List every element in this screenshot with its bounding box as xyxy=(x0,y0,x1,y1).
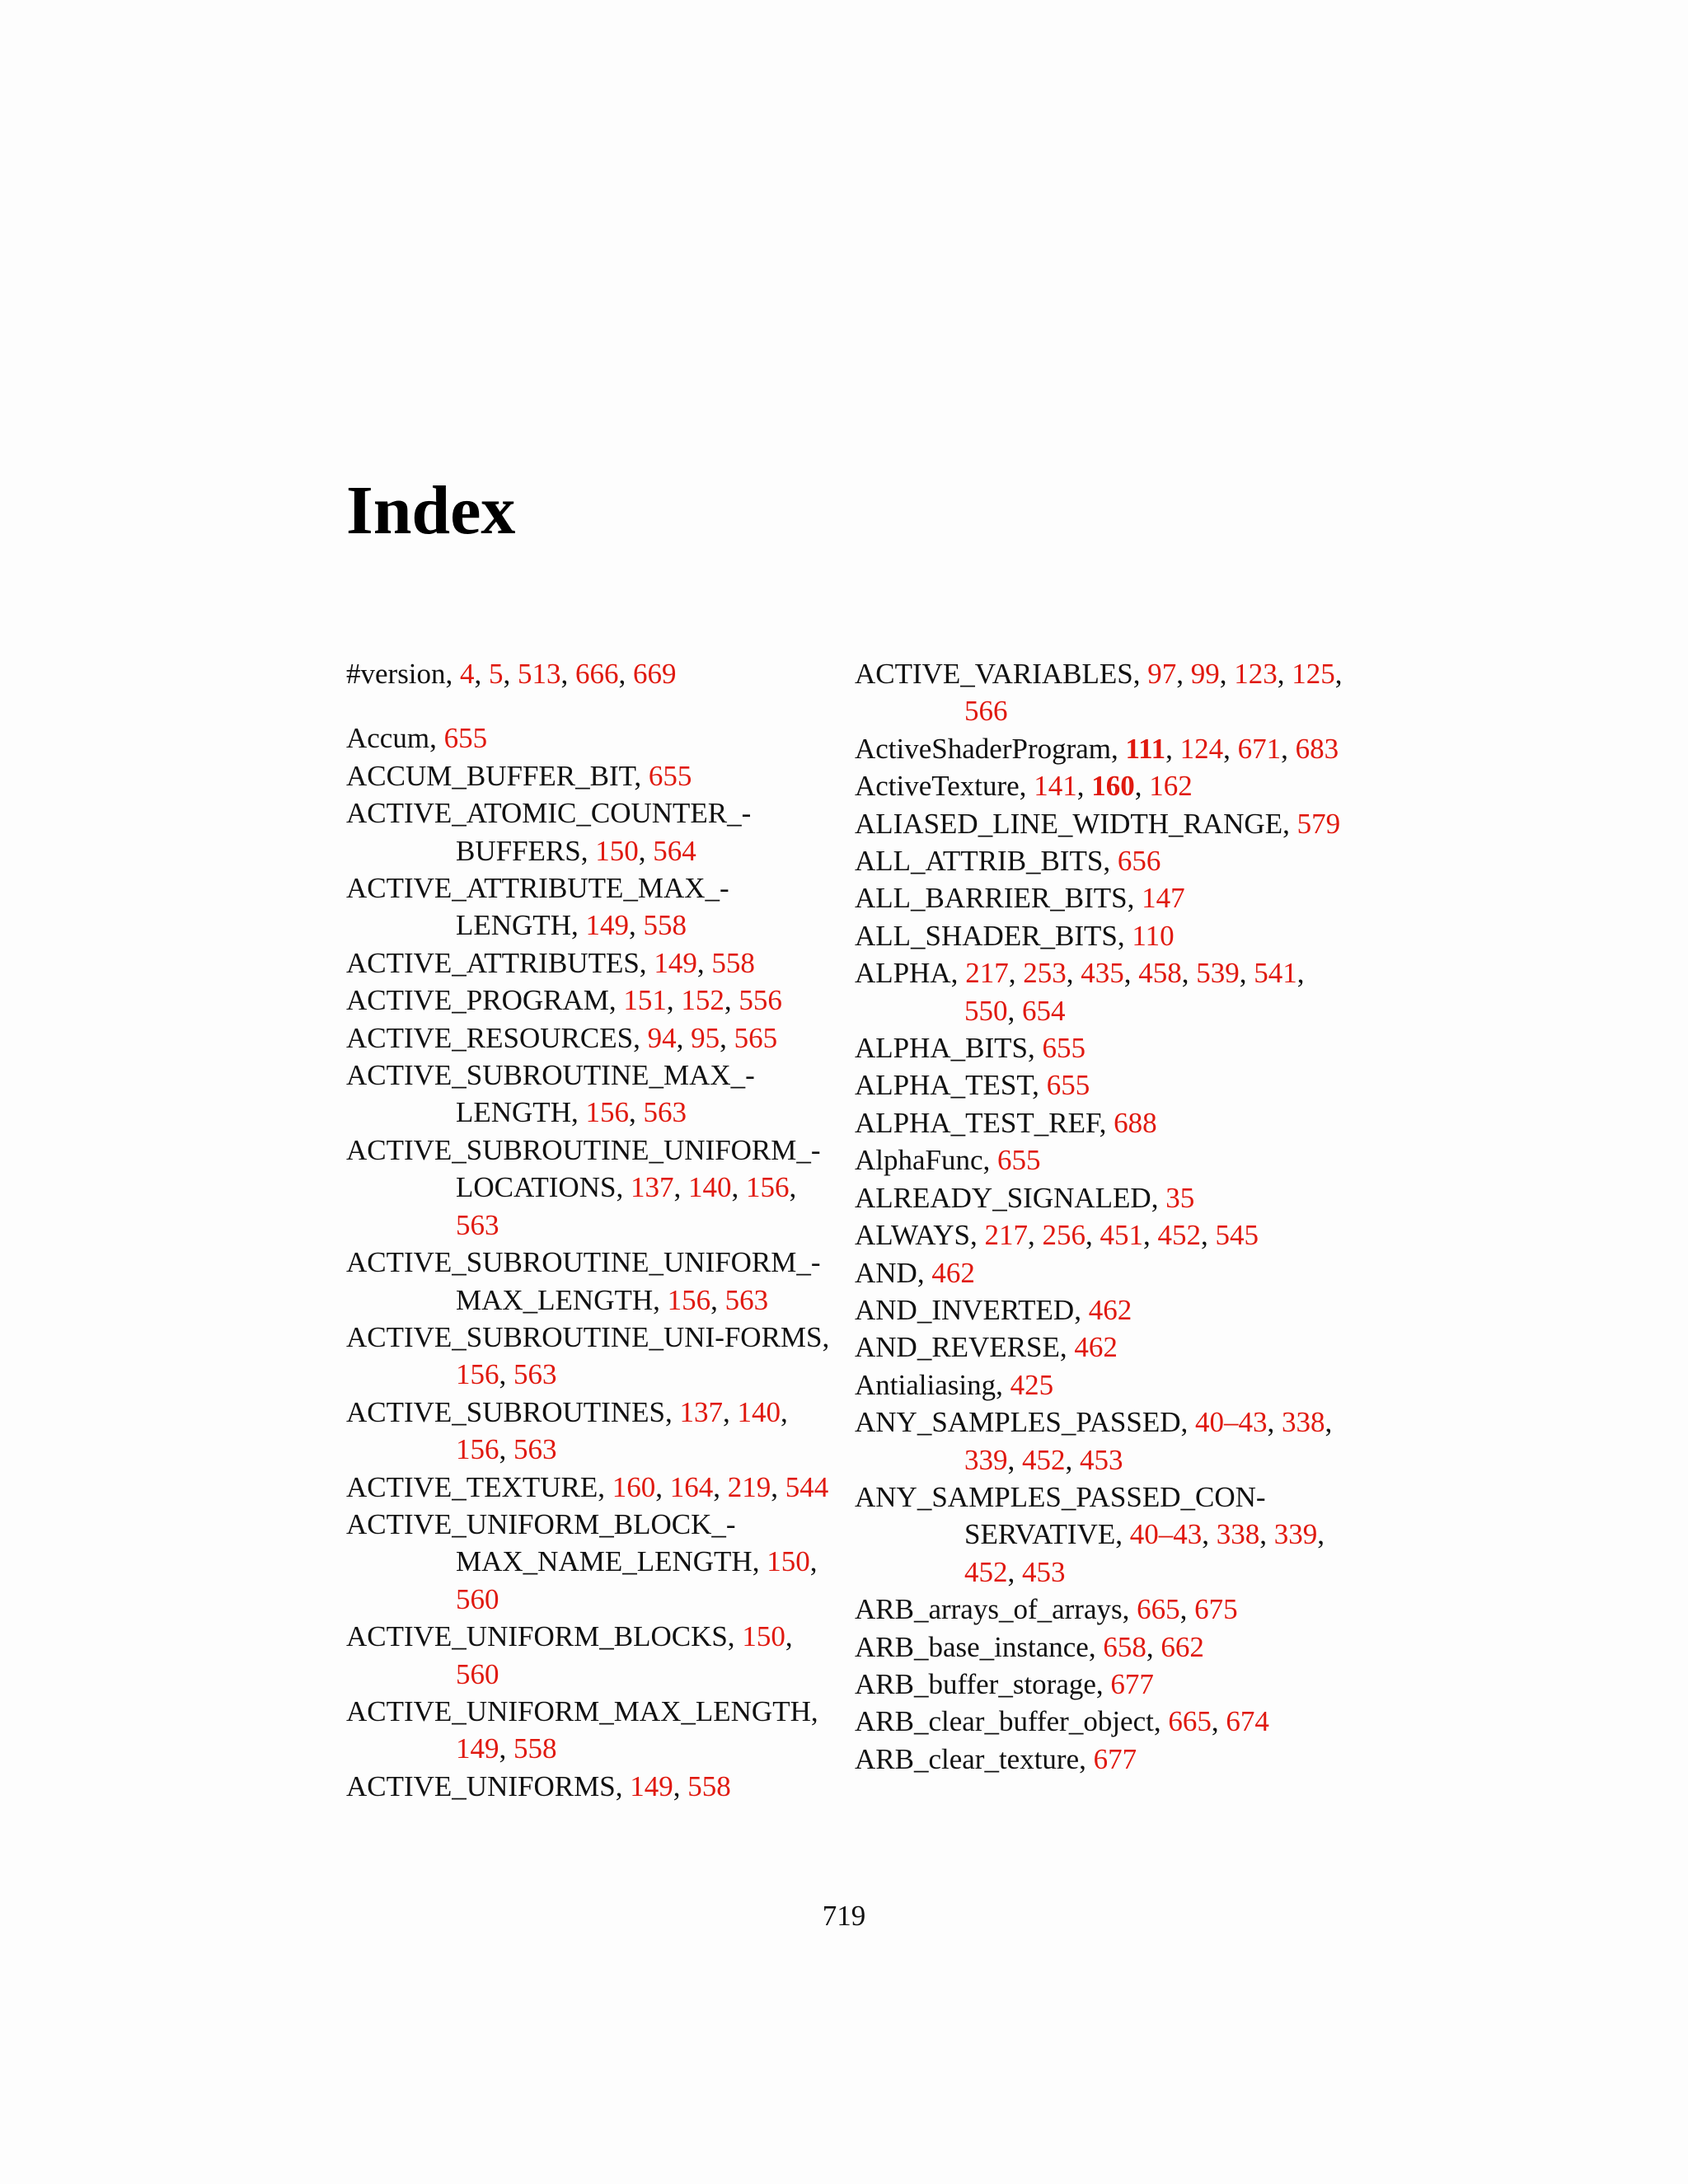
index-entry: ACTIVE_TEXTURE, 160, 164, 219, 544 xyxy=(346,1470,829,1503)
index-entry: ACTIVE_SUBROUTINE_UNIFORM_-LOCATIONS, 137, 140, 156, 563 xyxy=(346,1133,821,1241)
index-term: ARB_buffer_storage, xyxy=(855,1667,1104,1700)
page-link[interactable]: 462 xyxy=(1088,1293,1132,1326)
index-term: ACTIVE_UNIFORM_MAX_LENGTH, xyxy=(346,1694,818,1727)
page-number: 719 xyxy=(822,1900,866,1932)
page-link[interactable]: 217 xyxy=(965,957,1009,990)
page-link[interactable]: 654 xyxy=(1022,994,1066,1027)
index-term: ACTIVE_SUBROUTINE_UNI-FORMS, xyxy=(346,1320,830,1353)
page-link[interactable]: 111 xyxy=(1125,732,1166,765)
index-entry: ActiveTexture, 141, 160, 162 xyxy=(855,770,1193,803)
page-link[interactable]: 5 xyxy=(489,658,504,690)
page-link[interactable]: 97 xyxy=(1147,658,1177,690)
page-link[interactable]: 550 xyxy=(964,994,1008,1027)
page-link[interactable]: 563 xyxy=(724,1283,769,1316)
index-entry xyxy=(855,917,1349,954)
index-column-left xyxy=(346,655,841,1805)
page-link[interactable]: 425 xyxy=(1010,1368,1054,1401)
page-link[interactable]: 156 xyxy=(456,1433,499,1466)
page-link[interactable]: 149 xyxy=(654,946,697,979)
index-term: ALPHA_BITS, xyxy=(855,1032,1035,1065)
page-link[interactable]: 94 xyxy=(647,1021,677,1054)
index-term: AlphaFunc, xyxy=(855,1144,991,1177)
page-link[interactable]: 560 xyxy=(456,1657,499,1690)
index-entry xyxy=(855,1366,1349,1404)
index-entry: #version, 4, 5, 513, 666, 669 xyxy=(346,658,677,690)
page-link[interactable]: 253 xyxy=(1023,957,1067,990)
page-link[interactable]: 563 xyxy=(513,1433,557,1466)
index-entry xyxy=(346,719,841,757)
index-term: ALPHA_TEST, xyxy=(855,1069,1039,1102)
index-term: ALL_ATTRIB_BITS, xyxy=(855,845,1111,878)
index-column-right xyxy=(855,655,1349,1778)
page-link[interactable]: 665 xyxy=(1168,1705,1212,1738)
index-entry xyxy=(855,1291,1349,1329)
page-link[interactable]: 150 xyxy=(742,1620,785,1653)
page-link[interactable]: 563 xyxy=(643,1096,687,1129)
index-entry: ARB_arrays_of_arrays, 665, 675 xyxy=(855,1593,1238,1626)
page-link[interactable]: 451 xyxy=(1100,1219,1144,1252)
page-link[interactable]: 677 xyxy=(1093,1742,1137,1775)
page-link[interactable]: 688 xyxy=(1114,1106,1157,1139)
page-link[interactable]: 565 xyxy=(734,1021,778,1054)
page-link[interactable]: 137 xyxy=(630,1171,674,1204)
index-entry xyxy=(346,757,841,794)
page-link[interactable]: 564 xyxy=(653,834,696,867)
page-link[interactable]: 435 xyxy=(1081,957,1124,990)
index-entry xyxy=(855,1666,1349,1703)
page-link[interactable]: 666 xyxy=(575,658,619,690)
index-entry: ACTIVE_ATTRIBUTE_MAX_-LENGTH, 149, 558 xyxy=(346,872,729,942)
page-link[interactable]: 125 xyxy=(1292,658,1335,690)
index-entry: ARB_clear_buffer_object, 665, 674 xyxy=(855,1705,1269,1738)
index-entry: ACTIVE_VARIABLES, 97, 99, 123, 125, 566 xyxy=(855,658,1343,728)
page-link[interactable]: 674 xyxy=(1226,1705,1269,1738)
page-link[interactable]: 683 xyxy=(1295,732,1339,765)
index-term: ARB_clear_buffer_object, xyxy=(855,1705,1161,1738)
page-link[interactable]: 339 xyxy=(964,1443,1008,1476)
index-entry: ACTIVE_RESOURCES, 94, 95, 565 xyxy=(346,1021,778,1054)
index-entry: ACTIVE_SUBROUTINES, 137, 140, 156, 563 xyxy=(346,1395,788,1466)
page-link[interactable]: 152 xyxy=(681,984,724,1017)
index-term: ANY_SAMPLES_PASSED_CON-SERVATIVE, xyxy=(855,1480,1266,1551)
index-entry: ACTIVE_UNIFORM_BLOCK_-MAX_NAME_LENGTH, 150, 560 xyxy=(346,1507,818,1615)
page-link[interactable]: 556 xyxy=(738,984,782,1017)
page-link[interactable]: 558 xyxy=(687,1769,731,1802)
page-link[interactable]: 566 xyxy=(964,695,1008,728)
index-term: ActiveShaderProgram, xyxy=(855,732,1118,765)
page-link[interactable]: 141 xyxy=(1034,770,1077,803)
page-link[interactable]: 560 xyxy=(456,1582,499,1615)
index-entry xyxy=(855,805,1349,842)
page-link[interactable]: 149 xyxy=(585,909,629,942)
page-link[interactable]: 662 xyxy=(1160,1630,1204,1663)
page-link[interactable]: 458 xyxy=(1138,957,1182,990)
page-link[interactable]: 656 xyxy=(1117,845,1161,878)
page-link[interactable]: 160 xyxy=(612,1470,656,1503)
page-link[interactable]: 40–43 xyxy=(1129,1518,1203,1551)
page-link[interactable]: 124 xyxy=(1179,732,1224,765)
index-term: Antialiasing, xyxy=(855,1368,1003,1401)
page-link[interactable]: 539 xyxy=(1196,957,1240,990)
page-link[interactable]: 150 xyxy=(767,1545,810,1578)
index-entry xyxy=(855,1066,1349,1104)
index-entry: ANY_SAMPLES_PASSED_CON-SERVATIVE, 40–43, 338, 339, 452, 453 xyxy=(855,1480,1325,1588)
index-entry: ALPHA, 217, 253, 435, 458, 539, 541, 550, 654 xyxy=(855,957,1305,1027)
index-entry: ACTIVE_ATOMIC_COUNTER_-BUFFERS, 150, 564 xyxy=(346,797,752,867)
page-link[interactable]: 453 xyxy=(1022,1555,1066,1588)
page-link[interactable]: 452 xyxy=(1022,1443,1066,1476)
page-link[interactable]: 513 xyxy=(518,658,561,690)
index-term: AND_INVERTED, xyxy=(855,1293,1081,1326)
page-link[interactable]: 658 xyxy=(1103,1630,1146,1663)
page-link[interactable]: 156 xyxy=(745,1171,790,1204)
page-link[interactable]: 256 xyxy=(1042,1219,1086,1252)
index-entry: ANY_SAMPLES_PASSED, 40–43, 338, 339, 452, 453 xyxy=(855,1406,1333,1476)
index-entry: ACTIVE_SUBROUTINE_UNIFORM_-MAX_LENGTH, 156, 563 xyxy=(346,1246,821,1316)
page-link[interactable]: 669 xyxy=(633,658,677,690)
index-term: ACTIVE_UNIFORMS, xyxy=(346,1769,623,1802)
page-link[interactable]: 217 xyxy=(984,1219,1029,1252)
page-link[interactable]: 655 xyxy=(648,759,692,792)
index-term: ACTIVE_ATTRIBUTE_MAX_-LENGTH, xyxy=(346,872,729,942)
page-link[interactable]: 156 xyxy=(585,1096,629,1129)
page-link[interactable]: 160 xyxy=(1091,770,1135,803)
index-term: ACTIVE_PROGRAM, xyxy=(346,984,617,1017)
page-link[interactable]: 452 xyxy=(1157,1219,1202,1252)
page-link[interactable]: 545 xyxy=(1215,1219,1259,1252)
page-link[interactable]: 579 xyxy=(1296,807,1341,840)
index-entry: ACTIVE_UNIFORM_MAX_LENGTH, 149, 558 xyxy=(346,1694,818,1765)
page-link[interactable]: 655 xyxy=(443,722,488,755)
page-title: Index xyxy=(346,472,516,549)
page-link[interactable]: 164 xyxy=(669,1470,714,1503)
index-term: AND_REVERSE, xyxy=(855,1331,1067,1364)
page-link[interactable]: 149 xyxy=(630,1769,673,1802)
index-entry xyxy=(855,842,1349,879)
page-link[interactable]: 162 xyxy=(1149,770,1193,803)
index-term: ActiveTexture, xyxy=(855,770,1027,803)
page-link[interactable]: 338 xyxy=(1216,1518,1260,1551)
index-entry: ACTIVE_SUBROUTINE_MAX_-LENGTH, 156, 563 xyxy=(346,1059,755,1129)
page-link[interactable]: 563 xyxy=(456,1208,499,1241)
page-link[interactable]: 140 xyxy=(687,1171,732,1204)
index-term: ACTIVE_ATOMIC_COUNTER_-BUFFERS, xyxy=(346,797,752,867)
index-entry: ACTIVE_UNIFORMS, 149, 558 xyxy=(346,1769,731,1802)
index-entry xyxy=(855,1141,1349,1179)
page-link[interactable]: 462 xyxy=(931,1256,975,1289)
index-term: #version, xyxy=(346,658,453,690)
page-link[interactable]: 219 xyxy=(727,1470,771,1503)
index-entry xyxy=(855,1179,1349,1216)
page-link[interactable]: 655 xyxy=(997,1144,1041,1177)
page-link[interactable]: 675 xyxy=(1194,1593,1238,1626)
index-term: ARB_clear_texture, xyxy=(855,1742,1086,1775)
index-term: ALPHA_TEST_REF, xyxy=(855,1106,1107,1139)
index-entry xyxy=(855,879,1349,916)
page-link[interactable]: 655 xyxy=(1046,1069,1090,1102)
index-term: ACTIVE_VARIABLES, xyxy=(855,658,1141,690)
page-link[interactable]: 671 xyxy=(1237,732,1282,765)
index-entry: ACTIVE_SUBROUTINE_UNI-FORMS, 156, 563 xyxy=(346,1320,830,1391)
page-link[interactable]: 452 xyxy=(964,1555,1008,1588)
index-entry xyxy=(855,1104,1349,1141)
index-entry xyxy=(855,1254,1349,1291)
page-link[interactable]: 110 xyxy=(1132,919,1175,952)
index-term: ARB_base_instance, xyxy=(855,1630,1096,1663)
index-term: ACTIVE_ATTRIBUTES, xyxy=(346,946,647,979)
page-link[interactable]: 95 xyxy=(691,1021,720,1054)
page-link[interactable]: 156 xyxy=(667,1283,711,1316)
index-term: ALWAYS, xyxy=(855,1219,978,1252)
index-term: ANY_SAMPLES_PASSED, xyxy=(855,1406,1189,1439)
index-entry xyxy=(855,1741,1349,1778)
index-term: ACTIVE_SUBROUTINES, xyxy=(346,1395,673,1428)
page-link[interactable]: 665 xyxy=(1137,1593,1180,1626)
index-entry xyxy=(855,1329,1349,1366)
page-link[interactable]: 123 xyxy=(1234,658,1278,690)
page-link[interactable]: 156 xyxy=(456,1358,499,1391)
page-link[interactable]: 339 xyxy=(1273,1518,1318,1551)
index-term: ACTIVE_SUBROUTINE_UNIFORM_-LOCATIONS, xyxy=(346,1133,821,1204)
page-link[interactable]: 151 xyxy=(623,984,667,1017)
page-link[interactable]: 338 xyxy=(1282,1406,1325,1439)
page-link[interactable]: 453 xyxy=(1080,1443,1123,1476)
index-term: ACCUM_BUFFER_BIT, xyxy=(346,759,642,792)
page-link[interactable]: 563 xyxy=(513,1358,557,1391)
index-entry: ACTIVE_PROGRAM, 151, 152, 556 xyxy=(346,984,782,1017)
index-term: ACTIVE_RESOURCES, xyxy=(346,1021,640,1054)
index-entry: ARB_base_instance, 658, 662 xyxy=(855,1630,1204,1663)
index-term: ACTIVE_TEXTURE, xyxy=(346,1470,605,1503)
index-entry: ACTIVE_UNIFORM_BLOCKS, 150, 560 xyxy=(346,1620,793,1690)
index-term: ACTIVE_UNIFORM_BLOCK_-MAX_NAME_LENGTH, xyxy=(346,1507,760,1578)
index-term: ALL_BARRIER_BITS, xyxy=(855,882,1135,915)
index-entry xyxy=(855,1029,1349,1066)
index-term: ARB_arrays_of_arrays, xyxy=(855,1593,1130,1626)
page-link[interactable]: 544 xyxy=(785,1470,829,1503)
page-link[interactable]: 558 xyxy=(643,909,687,942)
index-term: ALREADY_SIGNALED, xyxy=(855,1181,1159,1214)
index-term: ACTIVE_SUBROUTINE_UNIFORM_-MAX_LENGTH, xyxy=(346,1246,821,1316)
page-link[interactable]: 147 xyxy=(1142,882,1185,915)
page-link[interactable]: 99 xyxy=(1190,658,1220,690)
page-link[interactable]: 149 xyxy=(456,1732,499,1765)
index-term: ACTIVE_UNIFORM_BLOCKS, xyxy=(346,1620,735,1653)
index-entry: ActiveShaderProgram, 111, 124, 671, 683 xyxy=(855,732,1339,765)
index-entry: ACTIVE_ATTRIBUTES, 149, 558 xyxy=(346,946,755,979)
page-link[interactable]: 462 xyxy=(1074,1331,1118,1364)
page-link[interactable]: 655 xyxy=(1042,1032,1086,1065)
page-link[interactable]: 558 xyxy=(711,946,755,979)
page-link[interactable]: 137 xyxy=(679,1395,723,1428)
page-link[interactable]: 140 xyxy=(737,1395,781,1428)
page-link[interactable]: 4 xyxy=(460,658,475,690)
index-term: ACTIVE_SUBROUTINE_MAX_-LENGTH, xyxy=(346,1059,755,1129)
page-link[interactable]: 677 xyxy=(1110,1667,1154,1700)
index-term: ALPHA, xyxy=(855,957,959,990)
index-entry: ALWAYS, 217, 256, 451, 452, 545 xyxy=(855,1219,1259,1252)
index-term: AND, xyxy=(855,1256,925,1289)
page-link[interactable]: 558 xyxy=(513,1732,557,1765)
index-term: Accum, xyxy=(346,722,437,755)
page-link[interactable]: 150 xyxy=(595,834,639,867)
index-term: ALL_SHADER_BITS, xyxy=(855,919,1125,952)
page-link[interactable]: 40–43 xyxy=(1195,1406,1268,1439)
index-term: ALIASED_LINE_WIDTH_RANGE, xyxy=(855,807,1290,840)
page-link[interactable]: 35 xyxy=(1165,1181,1195,1214)
page-link[interactable]: 541 xyxy=(1254,957,1297,990)
